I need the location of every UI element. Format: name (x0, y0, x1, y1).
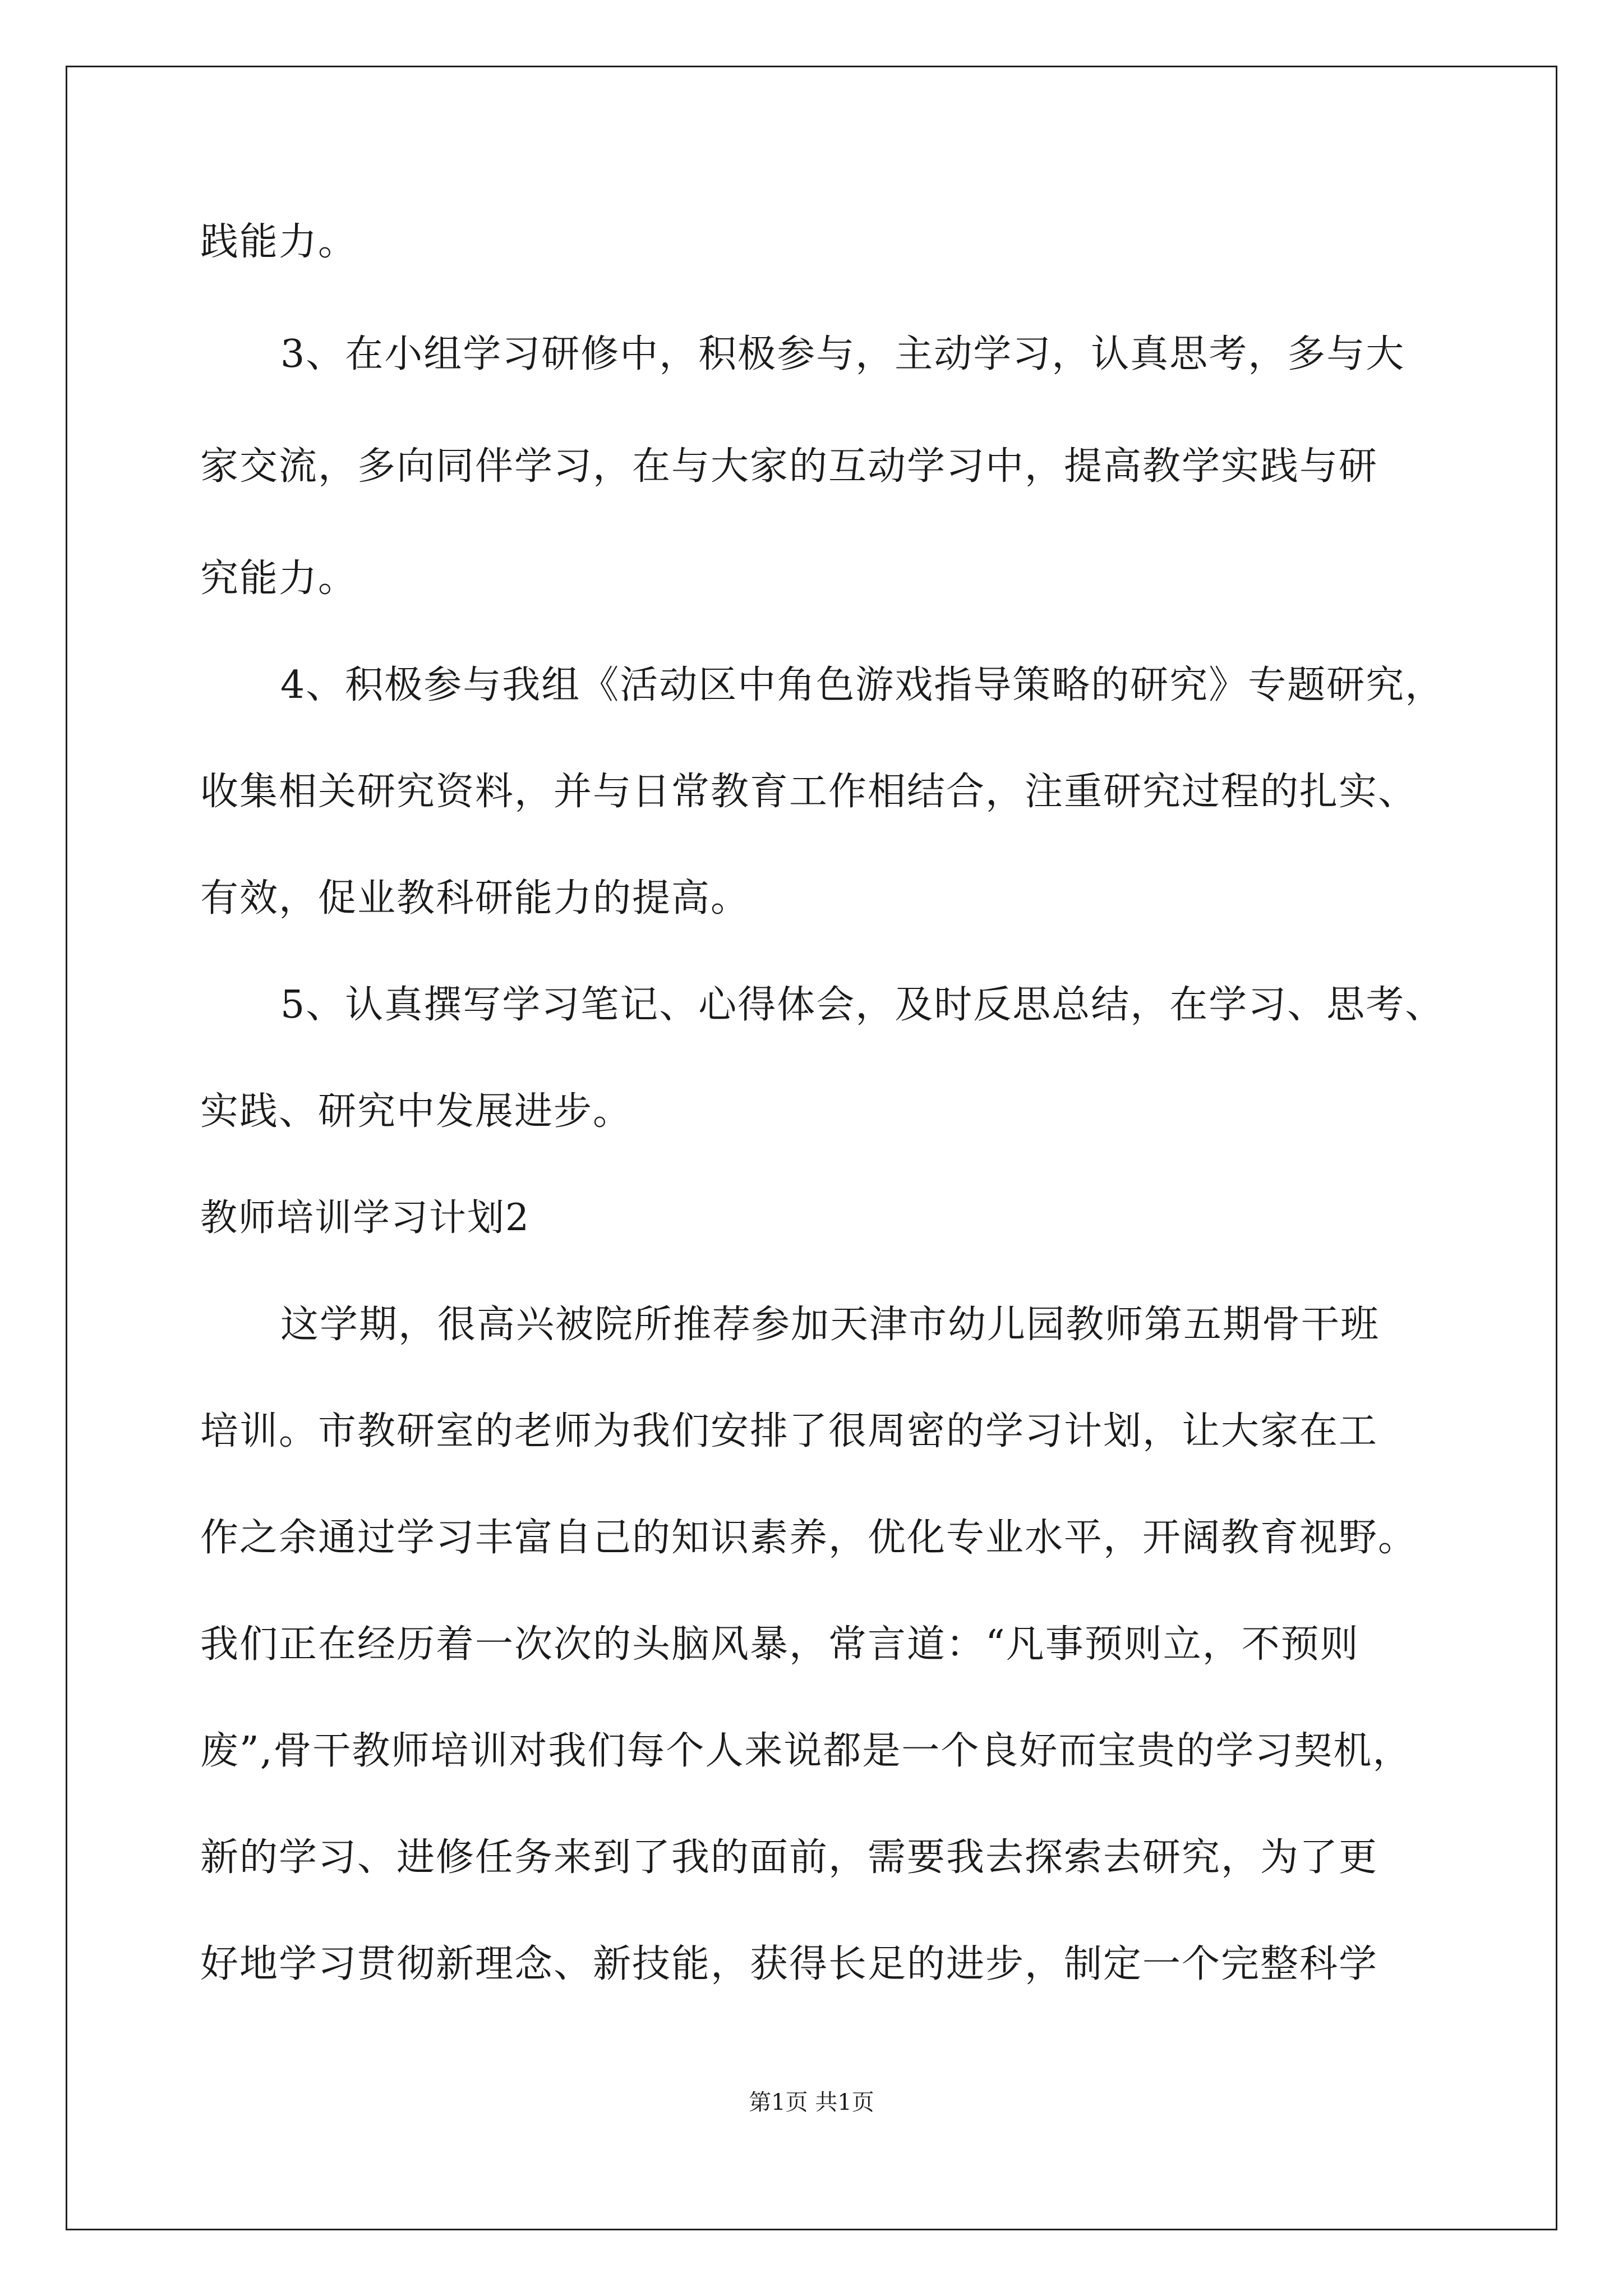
text-line: 新的学习、进修任务来到了我的面前，需要我去探索去研究，为了更 (200, 1835, 1378, 1880)
page-border (66, 66, 1557, 2230)
text-line: 我们正在经历着一次次的头脑风暴，常言道：“凡事预则立，不预则 (200, 1622, 1359, 1667)
text-line: 践能力。 (200, 220, 358, 264)
text-line: 有效，促业教科研能力的提高。 (200, 876, 750, 921)
text-line: 家交流，多向同伴学习，在与大家的互动学习中，提高教学实践与研 (200, 444, 1378, 489)
text-line: 作之余通过学习丰富自己的知识素养，优化专业水平，开阔教育视野。 (200, 1516, 1418, 1560)
text-line: 3、在小组学习研修中，积极参与，主动学习，认真思考，多与大 (280, 332, 1405, 376)
text-line: 究能力。 (200, 556, 358, 601)
text-line: 这学期，很高兴被院所推荐参加天津市幼儿园教师第五期骨干班 (280, 1303, 1380, 1347)
text-line: 培训。市教研室的老师为我们安排了很周密的学习计划，让大家在工 (200, 1409, 1378, 1453)
text-line: 5、认真撰写学习笔记、心得体会，及时反思总结，在学习、思考、 (280, 983, 1445, 1027)
text-line: 4、积极参与我组《活动区中角色游戏指导策略的研究》专题研究， (280, 663, 1445, 707)
text-line: 收集相关研究资料，并与日常教育工作相结合，注重研究过程的扎实、 (200, 770, 1418, 814)
text-line: 好地学习贯彻新理念、新技能，获得长足的进步，制定一个完整科学 (200, 1942, 1378, 1986)
page-number: 第1页 共1页 (749, 2090, 874, 2115)
text-line: 废”,骨干教师培训对我们每个人来说都是一个良好而宝贵的学习契机， (200, 1729, 1412, 1773)
section-heading: 教师培训学习计划2 (200, 1196, 530, 1239)
text-line: 实践、研究中发展进步。 (200, 1089, 633, 1134)
